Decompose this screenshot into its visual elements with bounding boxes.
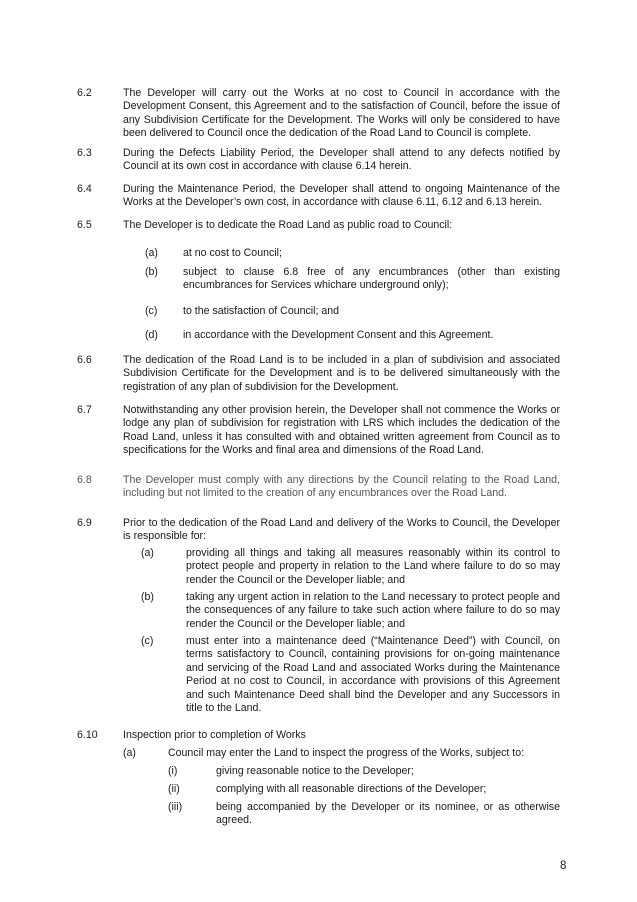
clause-text: The Developer must comply with any directions by the Council relating to the Road Land, including but not limited to the creation of any encumbrances over the Road Land. <box>123 474 560 500</box>
list-item-label: (a) <box>123 747 136 759</box>
clause-heading: Inspection prior to completion of Works <box>123 729 306 741</box>
list-item-label: (c) <box>145 305 158 317</box>
list-item-label: (c) <box>141 635 154 647</box>
list-item-text: taking any urgent action in relation to the Land necessary to protect people and the consequences of any failure to take such action where failure to do so may render the Council or the Developer liable; and <box>186 591 560 630</box>
sublist-item-label: (iii) <box>168 801 183 813</box>
clause-text: The Developer will carry out the Works at no cost to Council in accordance with the Development Consent, this Agreement and to the satisfaction of Council, before the issue of any Subdivision Certificate for the Development. The Works will only be considered to have been delivered to Council once the dedication of the Road Land to Council is complete. <box>123 87 560 140</box>
clause-number: 6.7 <box>77 404 92 416</box>
clause-text: Prior to the dedication of the Road Land and delivery of the Works to Council, the Developer is responsible for: <box>123 517 560 543</box>
clause-text: Notwithstanding any other provision herein, the Developer shall not commence the Works or lodge any plan of subdivision for registration with LRS which includes the dedication of the Road Land, unless it has consulted with and obtained written agreement from Council as to specifications for the Works and final area and dimensions of the Road Land. <box>123 404 560 457</box>
clause-number: 6.6 <box>77 354 92 366</box>
sublist-item-label: (ii) <box>168 783 180 795</box>
clause-number: 6.3 <box>77 147 92 159</box>
clause-number: 6.4 <box>77 183 92 195</box>
sublist-item-text: being accompanied by the Developer or its nominee, or as otherwise agreed. <box>216 801 560 827</box>
list-item-label: (a) <box>141 547 154 559</box>
clause-number: 6.9 <box>77 517 92 529</box>
clause-text: During the Maintenance Period, the Developer shall attend to ongoing Maintenance of the Works at the Developer’s own cost, in accordance with clause 6.11, 6.12 and 6.13 herein. <box>123 183 560 209</box>
list-item-text: providing all things and taking all measures reasonably within its control to protect people and property in relation to the Land where failure to do so may render the Council or the Developer liable; and <box>186 547 560 586</box>
list-item-text: to the satisfaction of Council; and <box>183 305 340 317</box>
list-item-text: Council may enter the Land to inspect the progress of the Works, subject to: <box>168 747 525 759</box>
list-item-label: (d) <box>145 329 158 341</box>
sublist-item-text: complying with all reasonable directions of the Developer; <box>216 783 487 795</box>
clause-number: 6.2 <box>77 87 92 99</box>
page-number: 8 <box>560 860 567 872</box>
list-item-label: (a) <box>145 247 158 259</box>
list-item-label: (b) <box>145 266 158 278</box>
clause-text: The Developer is to dedicate the Road Land as public road to Council: <box>123 219 453 231</box>
clause-number: 6.8 <box>77 474 92 486</box>
list-item-text: at no cost to Council; <box>183 247 282 259</box>
sublist-item-label: (i) <box>168 765 178 777</box>
clause-number: 6.10 <box>77 729 98 741</box>
clause-text: The dedication of the Road Land is to be included in a plan of subdivision and associated Subdivision Certificate for the Development and is to be delivered simultaneously with the registration of any plan of subdivision for the Development. <box>123 354 560 393</box>
list-item-text: must enter into a maintenance deed (“Maintenance Deed”) with Council, on terms satisfactory to Council, containing provisions for on-going maintenance and servicing of the Road Land and associated Works during the Maintenance Period at no cost to Council, in accordance with provisions of this Agreement and such Maintenance Deed shall bind the Developer and any Successors in title to the Land. <box>186 635 560 715</box>
sublist-item-text: giving reasonable notice to the Developer; <box>216 765 414 777</box>
list-item-text: in accordance with the Development Consent and this Agreement. <box>183 329 494 341</box>
list-item-text: subject to clause 6.8 free of any encumbrances (other than existing encumbrances for Services whichare underground only); <box>183 266 560 292</box>
clause-text: During the Defects Liability Period, the Developer shall attend to any defects notified by Council at its own cost in accordance with clause 6.14 herein. <box>123 147 560 173</box>
list-item-label: (b) <box>141 591 154 603</box>
clause-number: 6.5 <box>77 219 92 231</box>
